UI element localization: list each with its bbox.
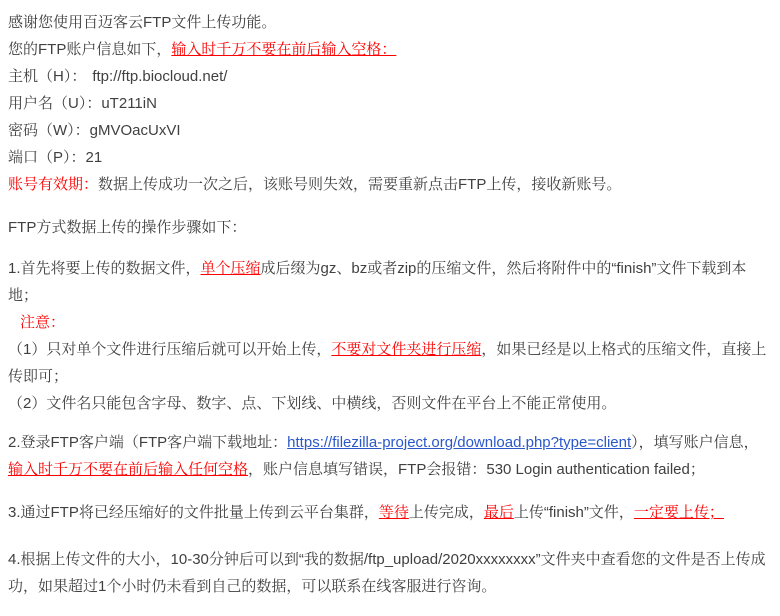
password-label: 密码（W）： (8, 122, 90, 139)
step3-text-3: 上传“finish”文件， (513, 504, 634, 521)
port-value: 21 (85, 149, 103, 166)
username-line (8, 90, 772, 117)
note-label: 注意： (20, 314, 66, 331)
step4-paragraph: 4.根据上传文件的大小，10-30分钟后可以到“我的数据/ftp_upload/2020xxxxxxxx”文件夹中查看您的文件是否上传成功，如果超过1个小时仍未看到自己的数据，可以联系在线客服进行咨询。 (8, 551, 766, 595)
steps-heading: FTP方式数据上传的操作步骤如下： (8, 219, 247, 236)
step1-warning-compress-single: 单个压缩 (200, 260, 261, 277)
step3-warning-must-upload: 一定要上传； (633, 504, 724, 521)
validity-text: 数据上传成功一次之后，该账号则失效，需要重新点击FTP上传，接收新账号。 (98, 176, 622, 193)
note1-warning-no-folder-compress: 不要对文件夹进行压缩 (331, 341, 482, 358)
host-line (8, 63, 772, 90)
step1-note1-paragraph (8, 336, 772, 390)
step3-warning-wait: 等待 (378, 504, 409, 521)
step2-paragraph (8, 429, 772, 483)
username-label: 用户名（U）： (8, 95, 102, 112)
no-spaces-warning: 输入时千万不要在前后输入空格： (171, 41, 397, 58)
step2-text-2: ），填写账户信息， (631, 434, 759, 451)
port-label: 端口（P）： (8, 149, 86, 166)
step1-note2-line: （2）文件名只能包含字母、数字、点、下划线、中横线，否则文件在平台上不能正常使用。 (8, 395, 617, 412)
step3-text-1: 3.通过FTP将已经压缩好的文件批量上传到云平台集群， (8, 504, 379, 521)
filezilla-download-link[interactable]: https://filezilla-project.org/download.php?type=client (287, 434, 632, 451)
step2-text-1: 2.登录FTP客户端（FTP客户端下载地址： (8, 434, 288, 451)
note-line (8, 309, 772, 336)
password-line (8, 117, 772, 144)
step1-text-2: 成后缀为gz、bz或者zip的压缩文件，然后将附件中的“finish”文件下载到本地； (8, 260, 747, 304)
host-value: ftp://ftp.biocloud.net/ (92, 68, 228, 85)
step3-warning-last: 最后 (483, 504, 514, 521)
step1-paragraph (8, 255, 772, 309)
note1-text-1: （1）只对单个文件进行压缩后就可以开始上传， (8, 341, 332, 358)
port-line (8, 144, 772, 171)
username-value: uT211iN (101, 95, 157, 112)
account-info-text: 您的FTP账户信息如下， (8, 41, 172, 58)
validity-line (8, 171, 772, 198)
account-info-line (8, 36, 772, 63)
host-label: 主机（H）： (8, 68, 87, 85)
step3-paragraph (8, 499, 772, 526)
greeting-text: 感谢您使用百迈客云FTP文件上传功能。 (8, 14, 277, 31)
step1-text-1: 1.首先将要上传的数据文件， (8, 260, 201, 277)
step2-text-3: ，账户信息填写错误，FTP会报错：530 Login authentication failed； (248, 461, 705, 478)
note1-text-2: ，如果已经是以上格式的压缩文件，直接上传即可； (8, 341, 767, 385)
password-value: gMVOacUxVI (89, 122, 181, 139)
step3-text-2: 上传完成， (408, 504, 484, 521)
step2-warning-no-spaces: 输入时千万不要在前后输入任何空格 (8, 461, 249, 478)
validity-label: 账号有效期： (8, 176, 99, 193)
greeting-line (8, 9, 772, 36)
